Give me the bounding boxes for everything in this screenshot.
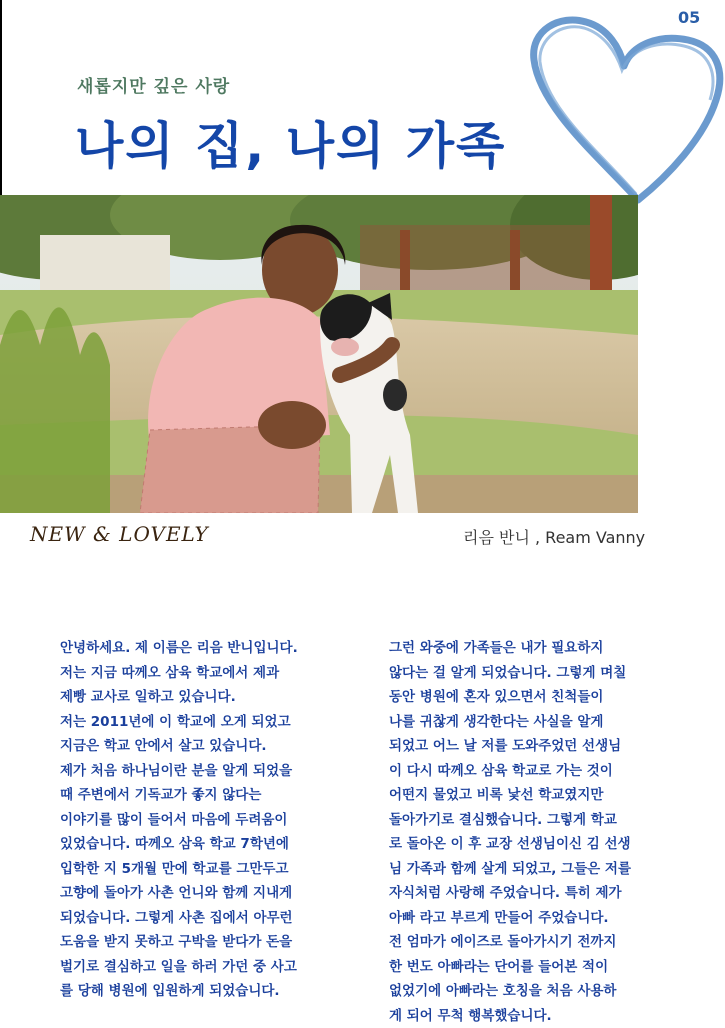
body-line: 벌기로 결심하고 일을 하러 가던 중 사고 [60, 955, 360, 980]
author-byline: 리음 반니 , Ream Vanny [463, 525, 645, 548]
body-line: 제빵 교사로 일하고 있습니다. [60, 685, 360, 710]
body-line: 그런 와중에 가족들은 내가 필요하지 [389, 636, 689, 661]
page-number: 05 [678, 8, 700, 27]
body-line: 아빠 라고 부르게 만들어 주었습니다. [389, 906, 689, 931]
body-line: 어떤지 물었고 비록 낯선 학교였지만 [389, 783, 689, 808]
body-line: 때 주변에서 기독교가 좋지 않다는 [60, 783, 360, 808]
body-line: 입학한 지 5개월 만에 학교를 그만두고 [60, 857, 360, 882]
body-line: 되었고 어느 날 저를 도와주었던 선생님 [389, 734, 689, 759]
body-line: 동안 병원에 혼자 있으면서 친척들이 [389, 685, 689, 710]
body-line: 되었습니다. 그렇게 사촌 집에서 아무런 [60, 906, 360, 931]
section-label: NEW & LOVELY [30, 522, 209, 546]
body-line: 로 돌아온 이 후 교장 선생님이신 김 선생 [389, 832, 689, 857]
body-line: 저는 지금 따께오 삼육 학교에서 제과 [60, 661, 360, 686]
body-line: 지금은 학교 안에서 살고 있습니다. [60, 734, 360, 759]
body-line: 나를 귀찮게 생각한다는 사실을 알게 [389, 710, 689, 735]
article-title: 나의 집, 나의 가족 [75, 106, 506, 178]
body-line: 자식처럼 사랑해 주었습니다. 특히 제가 [389, 881, 689, 906]
heart-icon [520, 8, 725, 208]
body-line: 이야기를 많이 들어서 마음에 두려움이 [60, 808, 360, 833]
feature-photo [0, 195, 638, 513]
body-line: 없었기에 아빠라는 호칭을 처음 사용하 [389, 979, 689, 1004]
body-line: 전 엄마가 에이즈로 돌아가시기 전까지 [389, 930, 689, 955]
body-column-left [60, 636, 360, 1004]
body-line: 안녕하세요. 제 이름은 리음 반니입니다. [60, 636, 360, 661]
body-line: 한 번도 아빠라는 단어를 들어본 적이 [389, 955, 689, 980]
body-line: 있었습니다. 따께오 삼육 학교 7학년에 [60, 832, 360, 857]
body-line: 제가 처음 하나님이란 분을 알게 되었을 [60, 759, 360, 784]
body-line: 이 다시 따께오 삼육 학교로 가는 것이 [389, 759, 689, 784]
body-line: 도움을 받지 못하고 구박을 받다가 돈을 [60, 930, 360, 955]
body-line: 님 가족과 함께 살게 되었고, 그들은 저를 [389, 857, 689, 882]
body-line: 고향에 돌아가 사촌 언니와 함께 지내게 [60, 881, 360, 906]
body-line: 않다는 걸 알게 되었습니다. 그렇게 며칠 [389, 661, 689, 686]
body-line: 를 당해 병원에 입원하게 되었습니다. [60, 979, 360, 1004]
body-line: 돌아가기로 결심했습니다. 그렇게 학교 [389, 808, 689, 833]
body-line: 게 되어 무척 행복했습니다. [389, 1004, 689, 1028]
body-column-right [389, 636, 689, 1028]
left-edge-rule [0, 0, 2, 195]
article-subtitle: 새롭지만 깊은 사랑 [77, 72, 230, 97]
body-line: 저는 2011년에 이 학교에 오게 되었고 [60, 710, 360, 735]
